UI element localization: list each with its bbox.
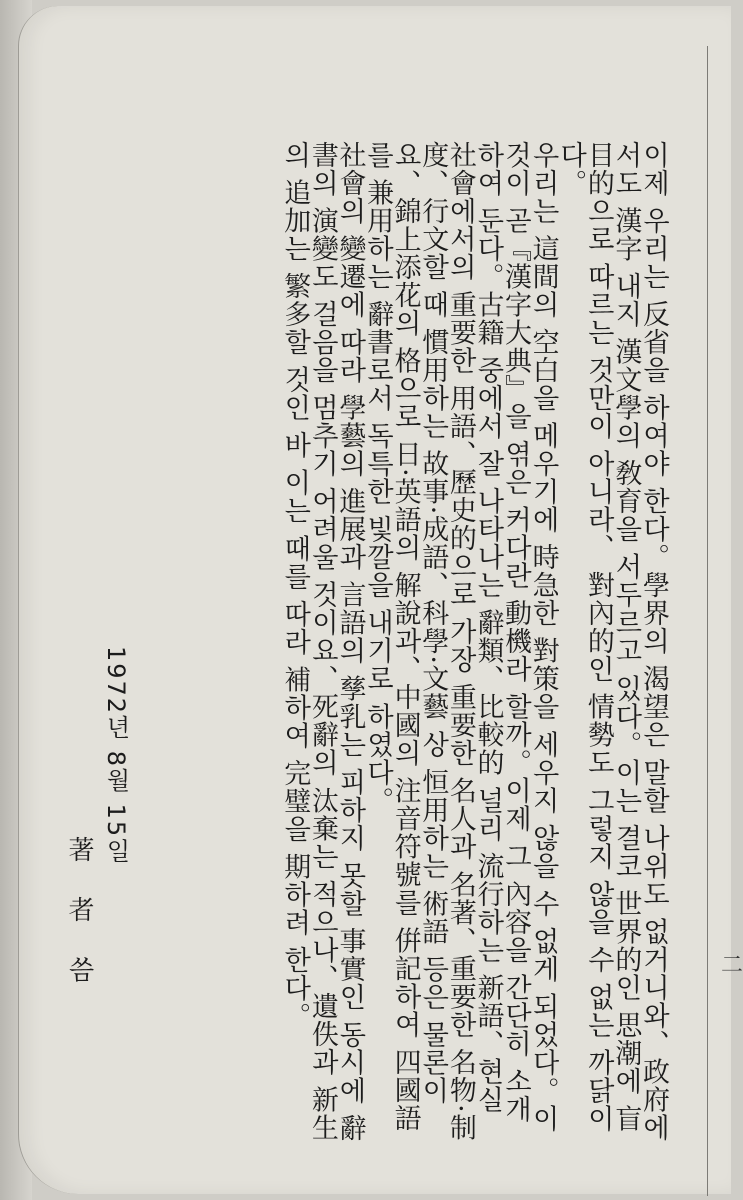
preface-paragraph-3: 社會의 變遷에 따라 學藝의 進展과 言語의 孳乳는 피하지 못할 事實인 동시에 辭書의 演變도 걸음을 멈추기 어려울 것이요、死辭의 汰棄는 적으나、遺佚과 新生의 追加는 繁多할 것인 바 이는 때를 따라 補하여 完璧을 期하려 한다。 [279,141,366,1143]
author-signature: 著者씀 [64,836,94,1016]
preface-body [281,141,667,1151]
preface-paragraph-1: 이제 우리는 反省을 하여야 한다。學界의 渴望은 말할 나위도 없거니와、政府에서도 漢字 내지 漢文學의 敎育을 서두르고 있다。이는 결코 世界的인 思潮에 盲目的으로 따르는 것만이 아니라、 對內的인 情勢도 그렇지 않을 수 없는 까닭이다。 [555,141,669,1142]
preface-paragraph-2: 우리는 這間의 空白을 메우기에 時急한 對策을 세우지 않을 수 없게 되었다。이것이 곧『漢字大典』을 엮은 커다란 動機라 할까。이제 그 內容을 간단히 소개하여 둔다。古籍 중에서 잘 나타나는 辭類、比較的 널리 流行하는 新語、현실 社會에서의 重要한 用語、歷史的으로 가장 重要한 名人과 名著、重要한 名物·制度、行文할 때 慣用하는 故事·成語、科學·文藝 상 恒用하는 術語 등은 물론이요、錦上添花의 格으로 日·英語의 解說과、中國의 注音符號를 倂記하여 四國語를 兼用하는 辭書로서 독특한 빛깔을 내기로 하였다。 [362,141,559,1142]
page-margin-rule [707,46,708,1196]
page-number: 二 [721,953,743,978]
book-page [18,6,743,1194]
preface-date: 1972년 8월 15일 [102,646,130,865]
